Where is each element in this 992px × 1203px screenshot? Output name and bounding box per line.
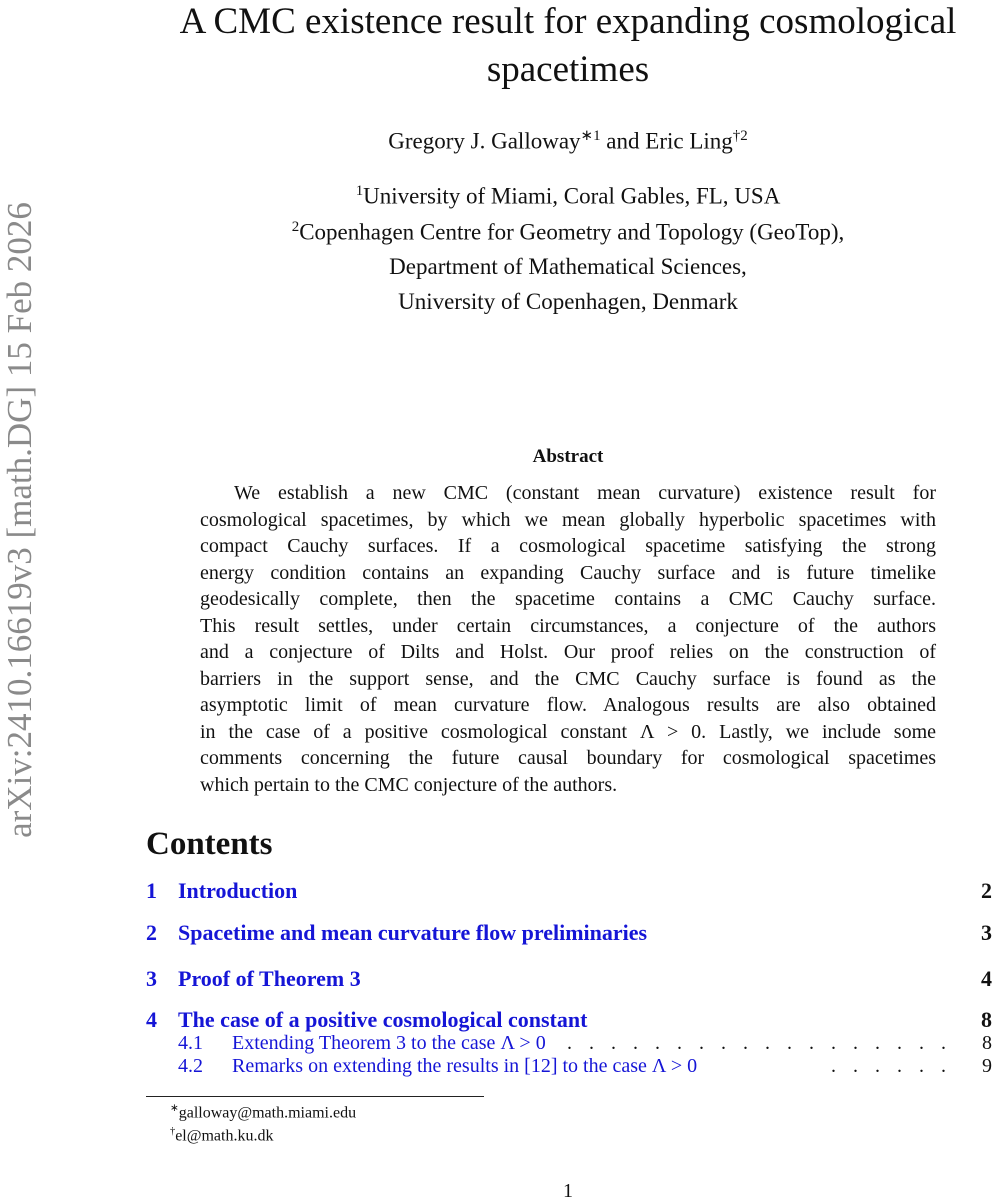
toc-page: 3 [981,920,992,945]
toc-number: 4.1 [178,1032,203,1054]
affiliation-text: Department of Mathematical Sciences, [389,254,747,279]
affiliation-text: Copenhagen Centre for Geometry and Topology (GeoTop), [299,219,845,245]
abstract-line: asymptotic limit of mean curvature flow. Analogous results are also obtained [200,694,936,716]
abstract-line: We establish a new CMC (constant mean curvature) existence result for [234,482,936,504]
abstract-line: This result settles, under certain circumstances, a conjecture of the authors [200,614,936,637]
author-1: Gregory J. Galloway [388,128,581,154]
page-number: 1 [563,1180,573,1202]
footnote-mark: † [170,1126,176,1137]
toc-title[interactable]: Remarks on extending the results in [12] to the case Λ > 0 [232,1055,698,1077]
toc-title[interactable]: Extending Theorem 3 to the case Λ > 0 [232,1032,546,1054]
abstract-line: geodesically complete, then the spacetime contains a CMC Cauchy surface. [200,588,936,610]
toc-number: 2 [146,920,157,945]
abstract-line: cosmological spacetimes, by which we mean globally hyperbolic spacetimes with [200,508,936,531]
affiliation-text: University of Miami, Coral Gables, FL, USA [363,183,781,209]
abstract-line: comments concerning the future causal boundary for cosmological spacetimes [200,747,936,769]
footnote-text: galloway@math.miami.edu [178,1104,357,1122]
affiliation-text: University of Copenhagen, Denmark [398,289,738,314]
abstract-line: compact Cauchy surfaces. If a cosmological spacetime satisfying the strong [200,535,936,557]
title-line-2: spacetimes [486,49,650,90]
toc-number: 4.2 [178,1055,203,1077]
abstract-line: and a conjecture of Dilts and Holst. Our proof relies on the construction of [200,641,936,663]
authors-and: and [600,128,646,154]
footnote [170,1126,273,1145]
affiliation [0,254,992,280]
affiliation-mark: 2 [291,219,300,235]
contents-heading: Contents [146,826,273,862]
toc-title[interactable]: Introduction [178,878,298,903]
abstract-line: barriers in the support sense, and the CMC Cauchy surface is found as the [200,667,936,690]
affiliation [0,289,992,315]
toc-title[interactable]: The case of a positive cosmological constant [178,1007,588,1032]
toc-number: 3 [146,966,157,991]
arxiv-stamp: arXiv:2410.16619v3 [math.DG] 15 Feb 2026 [0,202,39,838]
toc-page: 8 [982,1032,992,1054]
toc-title[interactable]: Spacetime and mean curvature flow preliminaries [178,920,648,945]
toc-dots: . . . . . . . . . . . . . . . . . . [567,1032,952,1054]
footnote-text: el@math.ku.dk [175,1127,274,1145]
author-1-mark: ∗1 [580,128,601,144]
footnote-mark: ∗ [170,1103,179,1114]
footnote-rule [146,1096,484,1097]
affiliation [0,219,992,246]
footnote [170,1102,356,1122]
author-2-mark: †2 [732,128,748,144]
toc-title[interactable]: Proof of Theorem 3 [178,966,361,991]
abstract-line: which pertain to the CMC conjecture of the authors. [200,773,618,796]
title-line-1: A CMC existence result for expanding cosmological [179,1,957,42]
toc-number: 4 [146,1007,157,1032]
affiliation [0,183,992,210]
abstract-heading: Abstract [532,446,604,467]
toc-page: 2 [981,878,992,903]
toc-page: 9 [982,1055,992,1077]
abstract-line: in the case of a positive cosmological constant Λ > 0. Lastly, we include some [200,720,936,743]
toc-page: 8 [981,1007,992,1032]
toc-page: 4 [981,966,992,991]
abstract-line: energy condition contains an expanding Cauchy surface and is future timelike [200,561,936,584]
author-2: Eric Ling [645,128,733,154]
authors [0,126,992,155]
affiliation-mark: 1 [355,183,364,199]
toc-dots: . . . . . . [831,1055,952,1077]
toc-number: 1 [146,878,157,903]
